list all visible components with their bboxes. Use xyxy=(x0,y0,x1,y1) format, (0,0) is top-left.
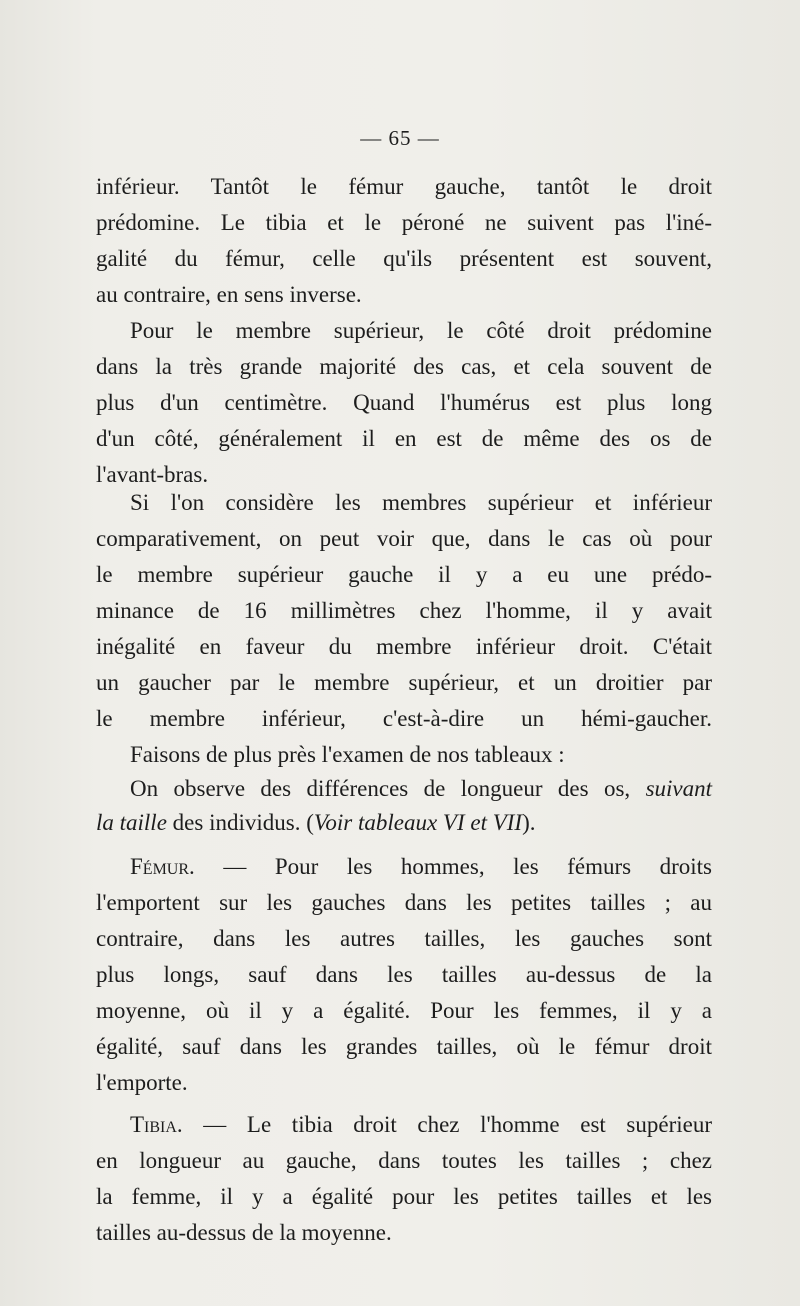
text-line: dans la très grande majorité des cas, et cela souvent de xyxy=(96,354,712,379)
table-reference: Voir tableaux VI et VII xyxy=(313,810,523,835)
text-line: Pour le membre supérieur, le côté droit prédomine xyxy=(130,318,712,343)
text-line: contraire, dans les autres tailles, les gauches sont xyxy=(96,926,712,951)
text-line: Si l'on considère les membres supérieur et inférieur xyxy=(130,490,712,515)
text-segment: — Le tibia droit chez l'homme est supérieur xyxy=(182,1112,712,1137)
text-line: l'emporte. xyxy=(96,1070,188,1095)
text-line: l'emportent sur les gauches dans les petites tailles ; au xyxy=(96,890,712,915)
text-line: en longueur au gauche, dans toutes les tailles ; chez xyxy=(96,1148,712,1173)
text-line: prédomine. Le tibia et le péroné ne suivent pas l'iné- xyxy=(96,210,712,235)
text-segment: ). xyxy=(522,810,536,835)
text-line: le membre supérieur gauche il y a eu une prédo- xyxy=(96,562,712,587)
femur-paragraph-start xyxy=(130,850,712,884)
text-line: plus d'un centimètre. Quand l'humérus est plus long xyxy=(96,390,712,415)
page-number: — 65 — xyxy=(360,126,440,150)
text-line: moyenne, où il y a égalité. Pour les femmes, il y a xyxy=(96,998,712,1023)
text-line: égalité, sauf dans les grandes tailles, où le fémur droit xyxy=(96,1034,712,1059)
text-segment: — Pour les hommes, les fémurs droits xyxy=(194,854,712,879)
text-line-with-reference xyxy=(96,806,712,840)
text-line: inégalité en faveur du membre inférieur droit. C'était xyxy=(96,634,712,659)
text-line: comparativement, on peut voir que, dans le cas où pour xyxy=(96,526,712,551)
section-heading-femur: Fémur. xyxy=(130,854,195,879)
text-line: minance de 16 millimètres chez l'homme, il y avait xyxy=(96,598,712,623)
text-line: la femme, il y a égalité pour les petites tailles et les xyxy=(96,1184,712,1209)
text-line: d'un côté, généralement il en est de même des os de xyxy=(96,426,712,451)
tibia-paragraph-start xyxy=(130,1108,712,1142)
section-heading-tibia: Tibia. xyxy=(130,1112,183,1137)
italic-text: la taille xyxy=(96,810,167,835)
text-segment: des individus. ( xyxy=(166,810,314,835)
text-line: le membre inférieur, c'est-à-dire un hémi-gaucher. xyxy=(96,706,712,731)
text-line: l'avant-bras. xyxy=(96,462,209,487)
text-line: Faisons de plus près l'examen de nos tableaux : xyxy=(130,742,565,767)
italic-text: suivant xyxy=(645,776,713,801)
text-line: un gaucher par le membre supérieur, et un droitier par xyxy=(96,670,712,695)
text-line: galité du fémur, celle qu'ils présentent est souvent, xyxy=(96,246,712,271)
text-line: inférieur. Tantôt le fémur gauche, tantôt le droit xyxy=(96,174,712,199)
text-segment: On observe des différences de longueur des os, xyxy=(130,776,631,801)
text-line: plus longs, sauf dans les tailles au-dessus de la xyxy=(96,962,712,987)
text-line-with-italic xyxy=(130,772,712,806)
text-line: au contraire, en sens inverse. xyxy=(96,282,362,307)
text-line: tailles au-dessus de la moyenne. xyxy=(96,1220,392,1245)
